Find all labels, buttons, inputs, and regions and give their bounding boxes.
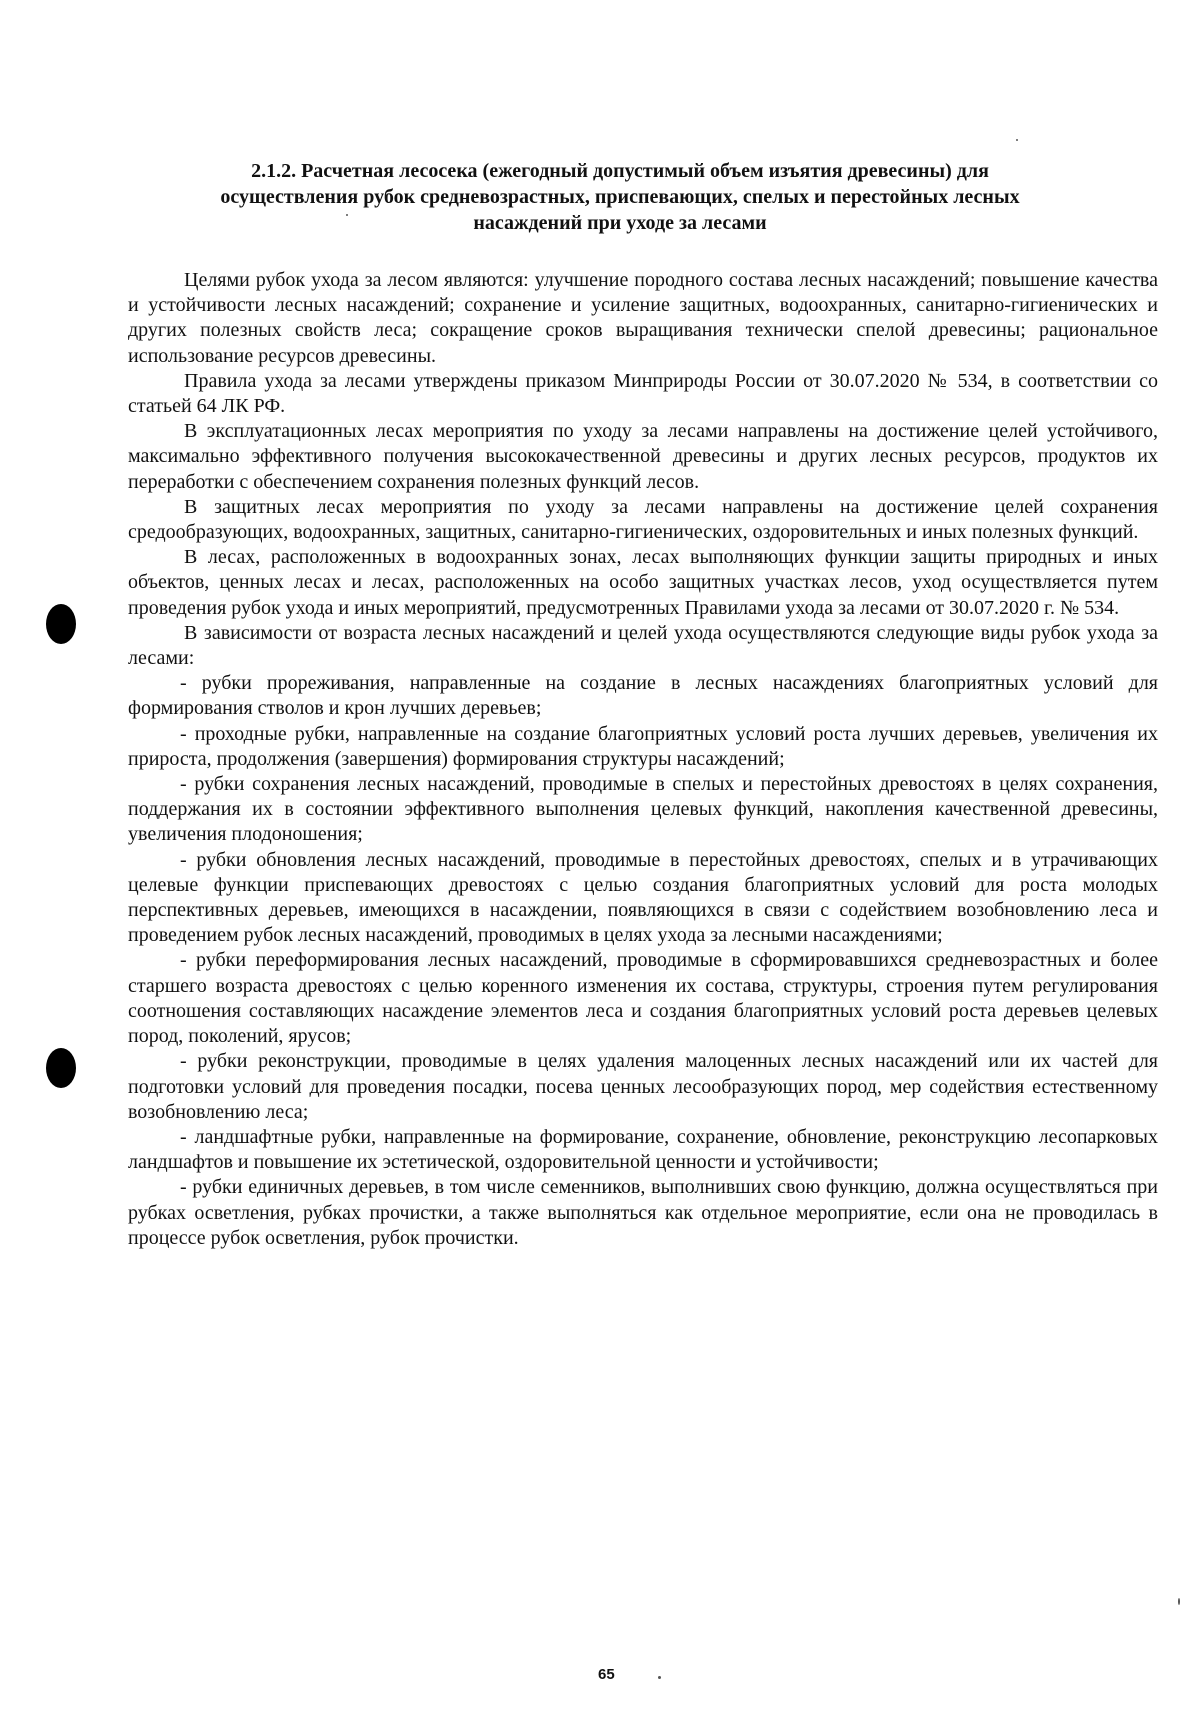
paragraph-protective-forests: В защитных лесах мероприятия по уходу за лесами направлены на достижение целей сохранения средообразующих, водоохранных, защитных, санитарно-гигиенических, оздоровительных и иных полезных функций. [128, 495, 1158, 544]
list-item-landscape-cuttings: - ландшафтные рубки, направленные на формирование, сохранение, обновление, реконструкцию лесопарковых ландшафтов и повышение их эстетической, оздоровительной ценности и устойчивости; [128, 1125, 1158, 1174]
list-item-renewal-cuttings: - рубки обновления лесных насаждений, проводимые в перестойных древостоях, спелых и в утрачивающих целевые функции приспевающих древостоях с целью создания благоприятных условий для роста молодых перспективных деревьев, имеющихся в насаждении, появляющихся в связи с содействием возобновлению леса и проведением рубок лесных насаждений, проводимых в целях ухода за лесными насаждениями; [128, 848, 1158, 947]
punch-hole-bottom [46, 1048, 76, 1088]
paragraph-water-protection-zones: В лесах, расположенных в водоохранных зонах, лесах выполняющих функции защиты природных и иных объектов, ценных лесах и лесах, расположенных на особо защитных участках лесов, уход осуществляется путем проведения рубок ухода и иных мероприятий, предусмотренных Правилами ухода за лесами от 30.07.2020 г. № 534. [128, 546, 1158, 619]
document-body [128, 268, 1158, 1251]
scan-speck [1178, 1598, 1180, 1605]
list-item-reformation-cuttings: - рубки переформирования лесных насаждений, проводимые в сформировавшихся средневозрастных и более старшего возраста древостоях с целью коренного изменения их состава, структуры, строения путем регулирования соотношения составляющих насаждение элементов леса и создания благоприятных условий роста деревьев целевых пород, поколений, ярусов; [128, 949, 1158, 1048]
heading-line-2: осуществления рубок средневозрастных, приспевающих, спелых и перестойных лесных [220, 186, 1020, 208]
list-item-preservation-cuttings: - рубки сохранения лесных насаждений, проводимые в спелых и перестойных древостоях в целях сохранения, поддержания их в состоянии эффективного выполнения целевых функций, накопления качественной древесины, увеличения плодоношения; [128, 773, 1158, 846]
list-item-reconstruction-cuttings: - рубки реконструкции, проводимые в целях удаления малоценных лесных насаждений или их частей для подготовки условий для проведения посадки, посева ценных лесообразующих пород, мер содействия естественному возобновлению леса; [128, 1050, 1158, 1123]
list-item-single-tree-cuttings: - рубки единичных деревьев, в том числе семенников, выполнивших свою функцию, должна осуществляться при рубках осветления, рубках прочистки, а также выполняться как отдельное мероприятие, если она не проводилась в процессе рубок осветления, рубок прочистки. [128, 1176, 1158, 1249]
page-number: 65 [598, 1666, 615, 1683]
punch-hole-top [46, 604, 76, 644]
paragraph-exploitation-forests: В эксплуатационных лесах мероприятия по уходу за лесами направлены на достижение целей устойчивого, максимально эффективного получения высококачественной древесины и других лесных ресурсов, продуктов их переработки с обеспечением сохранения полезных функций лесов. [128, 420, 1158, 493]
heading-line-1: 2.1.2. Расчетная лесосека (ежегодный допустимый объем изъятия древесины) для [251, 160, 989, 182]
list-item-thinning: - рубки прореживания, направленные на создание в лесных насаждениях благоприятных условий для формирования стволов и крон лучших деревьев; [128, 672, 1158, 720]
paragraph-rules: Правила ухода за лесами утверждены приказом Минприроды России от 30.07.2020 № 534, в соответствии со статьей 64 ЛК РФ. [128, 369, 1158, 418]
paragraph-types-intro: В зависимости от возраста лесных насаждений и целей ухода осуществляются следующие виды рубок ухода за лесами: [128, 621, 1158, 670]
scan-speck [658, 1676, 661, 1679]
list-item-passage-cuttings: - проходные рубки, направленные на создание благоприятных условий роста лучших деревьев, увеличения их прироста, продолжения (завершения) формирования структуры насаждений; [128, 722, 1158, 770]
paragraph-goals: Целями рубок ухода за лесом являются: улучшение породного состава лесных насаждений; повышение качества и устойчивости лесных насаждений; сохранение и усиление защитных, водоохранных, санитарно-гигиенических и других полезных свойств леса; сокращение сроков выращивания технически спелой древесины; рациональное использование ресурсов древесины. [128, 269, 1158, 367]
heading-line-3: насаждений при уходе за лесами [473, 212, 767, 234]
scan-speck [1016, 139, 1018, 141]
section-heading [150, 158, 1090, 236]
